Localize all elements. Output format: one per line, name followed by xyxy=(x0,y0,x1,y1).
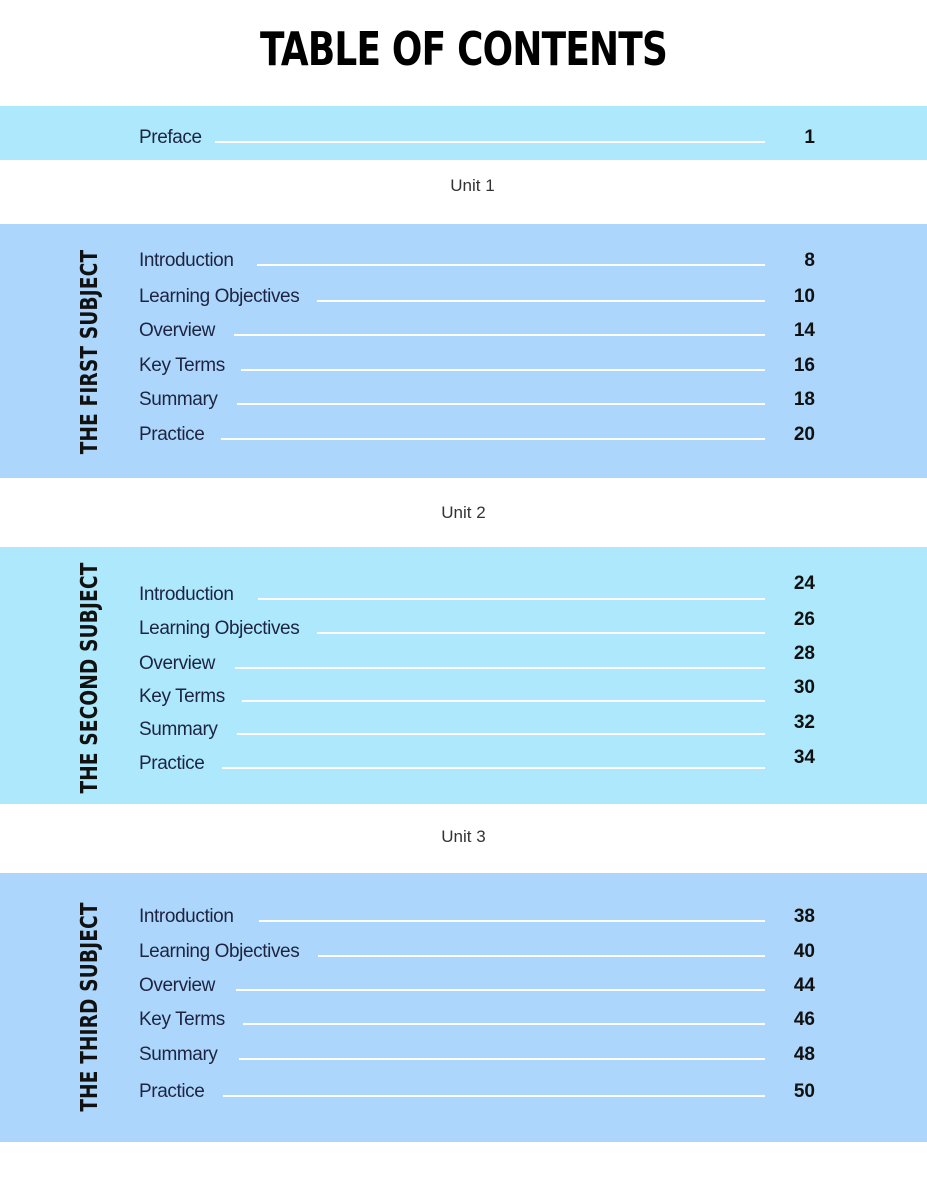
toc-page-number: 14 xyxy=(793,320,815,341)
leader-line xyxy=(241,369,765,371)
toc-row[interactable] xyxy=(0,1043,927,1067)
toc-page-number: 40 xyxy=(793,941,815,962)
toc-row[interactable] xyxy=(0,609,927,641)
toc-page-number: 1 xyxy=(804,127,815,148)
toc-row[interactable] xyxy=(0,1080,927,1104)
toc-entry-label: Introduction xyxy=(139,250,234,271)
toc-page-number: 20 xyxy=(793,424,815,445)
subject-title: THE THIRD SUBJECT xyxy=(77,902,103,1112)
toc-page-number: 28 xyxy=(793,643,815,664)
leader-line xyxy=(239,1058,765,1060)
toc-entry-label: Overview xyxy=(139,320,215,341)
leader-line xyxy=(221,438,765,440)
toc-entry-label: Overview xyxy=(139,975,215,996)
toc-entry-label: Learning Objectives xyxy=(139,286,300,307)
toc-row[interactable] xyxy=(0,388,927,412)
leader-line xyxy=(237,733,765,735)
toc-page-number: 8 xyxy=(804,250,815,271)
leader-line xyxy=(318,955,765,957)
leader-line xyxy=(236,989,765,991)
toc-entry-label: Learning Objectives xyxy=(139,941,300,962)
toc-entry-label: Introduction xyxy=(139,906,234,927)
toc-row[interactable] xyxy=(0,974,927,998)
leader-line xyxy=(237,403,765,405)
toc-row[interactable] xyxy=(0,285,927,309)
toc-entry-label: Key Terms xyxy=(139,1009,225,1030)
leader-line xyxy=(259,920,765,922)
toc-page-number: 26 xyxy=(793,609,815,630)
toc-row[interactable] xyxy=(0,423,927,447)
toc-row[interactable] xyxy=(0,1008,927,1032)
subject-title: THE FIRST SUBJECT xyxy=(77,249,103,455)
toc-entry-label: Practice xyxy=(139,1081,205,1102)
leader-line xyxy=(317,300,765,302)
toc-row[interactable] xyxy=(0,643,927,676)
toc-entry-label: Overview xyxy=(139,653,215,674)
toc-entry-label: Practice xyxy=(139,753,205,774)
leader-line xyxy=(222,767,765,769)
leader-line xyxy=(242,700,765,702)
toc-row[interactable] xyxy=(0,249,927,273)
subject-title: THE SECOND SUBJECT xyxy=(77,562,103,794)
toc-page-number: 18 xyxy=(793,389,815,410)
toc-row[interactable] xyxy=(0,747,927,776)
toc-entry-label: Summary xyxy=(139,389,218,410)
unit-label: Unit 2 xyxy=(441,503,486,522)
toc-page-number: 34 xyxy=(793,747,815,768)
toc-row[interactable] xyxy=(0,319,927,343)
toc-page-number: 50 xyxy=(793,1081,815,1102)
toc-row[interactable] xyxy=(0,677,927,709)
toc-entry-label: Practice xyxy=(139,424,205,445)
toc-row[interactable] xyxy=(0,940,927,964)
toc-row[interactable] xyxy=(0,905,927,929)
toc-entry-label: Learning Objectives xyxy=(139,618,300,639)
leader-line xyxy=(243,1023,765,1025)
toc-entry-label: Key Terms xyxy=(139,355,225,376)
unit-label: Unit 3 xyxy=(441,827,486,846)
leader-line xyxy=(234,334,765,336)
leader-line xyxy=(257,264,765,266)
unit-label: Unit 1 xyxy=(450,176,495,195)
toc-row[interactable] xyxy=(0,712,927,742)
toc-page-number: 32 xyxy=(793,712,815,733)
toc-entry-label: Summary xyxy=(139,719,218,740)
toc-entry-label: Preface xyxy=(139,127,202,148)
toc-page-number: 10 xyxy=(793,286,815,307)
leader-line xyxy=(223,1095,765,1097)
toc-page-number: 46 xyxy=(793,1009,815,1030)
leader-line xyxy=(317,632,765,634)
toc-page-number: 24 xyxy=(793,573,815,594)
toc-entry-label: Summary xyxy=(139,1044,218,1065)
toc-page-number: 48 xyxy=(793,1044,815,1065)
toc-row[interactable] xyxy=(0,354,927,378)
toc-row[interactable] xyxy=(0,573,927,607)
toc-row-preface[interactable] xyxy=(0,126,927,150)
leader-line xyxy=(215,141,765,143)
leader-line xyxy=(235,667,765,669)
toc-page-number: 44 xyxy=(793,975,815,996)
toc-page-number: 30 xyxy=(793,677,815,698)
toc-entry-label: Introduction xyxy=(139,584,234,605)
toc-entry-label: Key Terms xyxy=(139,686,225,707)
leader-line xyxy=(258,598,765,600)
toc-page-number: 16 xyxy=(793,355,815,376)
toc-page-number: 38 xyxy=(793,906,815,927)
page-title: TABLE OF CONTENTS xyxy=(259,22,668,76)
